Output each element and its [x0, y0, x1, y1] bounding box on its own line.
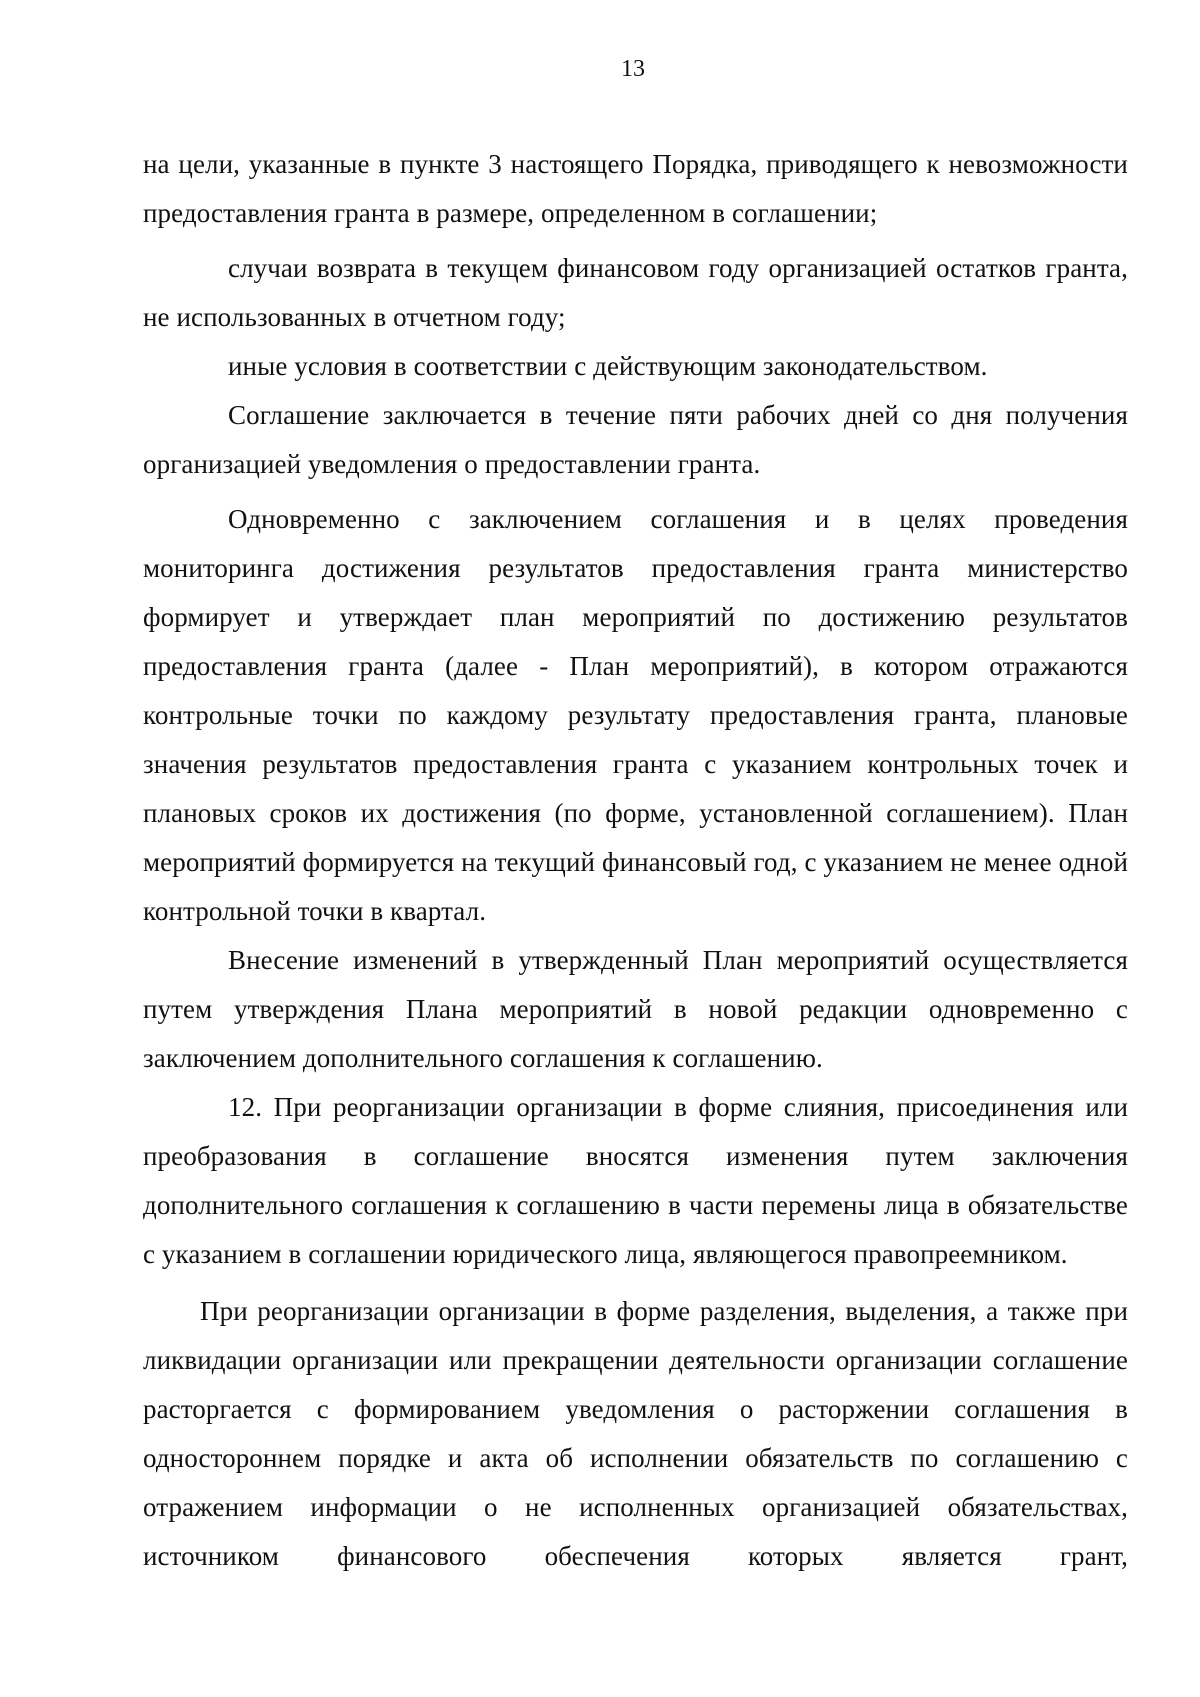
paragraph-plan-changes: Внесение изменений в утвержденный План мероприятий осуществляется путем утверждения Плана мероприятий в новой редакции одновременно с заключением дополнительного соглашения к соглашению. — [143, 945, 1128, 1073]
paragraph-item-12: 12. При реорганизации организации в форме слияния, присоединения или преобразования в соглашение вносятся изменения путем заключения дополнительного соглашения к соглашению в части перемены лица в обязательстве с указанием в соглашении юридического лица, являющегося правопреемником. — [143, 1092, 1128, 1269]
paragraph-other-conditions: иные условия в соответствии с действующим законодательством. — [228, 351, 988, 381]
page-number: 13 — [621, 56, 645, 82]
paragraph-reorganization-division: При реорганизации организации в форме разделения, выделения, а также при ликвидации организации или прекращении деятельности организации соглашение расторгается с формированием уведомления о расторжении соглашения в одностороннем порядке и акта об исполнении обязательств по соглашению с отражением информации о не исполненных организацией обязательствах, источником финансового обеспечения которых является грант, — [143, 1296, 1128, 1571]
paragraph-agreement-term: Соглашение заключается в течение пяти рабочих дней со дня получения организацией уведомления о предоставлении гранта. — [143, 400, 1128, 479]
paragraph-continuation: на цели, указанные в пункте 3 настоящего Порядка, приводящего к невозможности предоставления гранта в размере, определенном в соглашении; — [143, 149, 1128, 228]
document-body — [143, 140, 1128, 1581]
paragraph-action-plan: Одновременно с заключением соглашения и в целях проведения мониторинга достижения результатов предоставления гранта министерство формирует и утверждает план мероприятий по достижению результатов предоставления гранта (далее - План мероприятий), в котором отражаются контрольные точки по каждому результату предоставления гранта, плановые значения результатов предоставления гранта с указанием контрольных точек и плановых сроков их достижения (по форме, установленной соглашением). План мероприятий формируется на текущий финансовый год, с указанием не менее одной контрольной точки в квартал. — [143, 504, 1128, 926]
paragraph-refund-cases: случаи возврата в текущем финансовом году организацией остатков гранта, не использованных в отчетном году; — [143, 253, 1128, 332]
